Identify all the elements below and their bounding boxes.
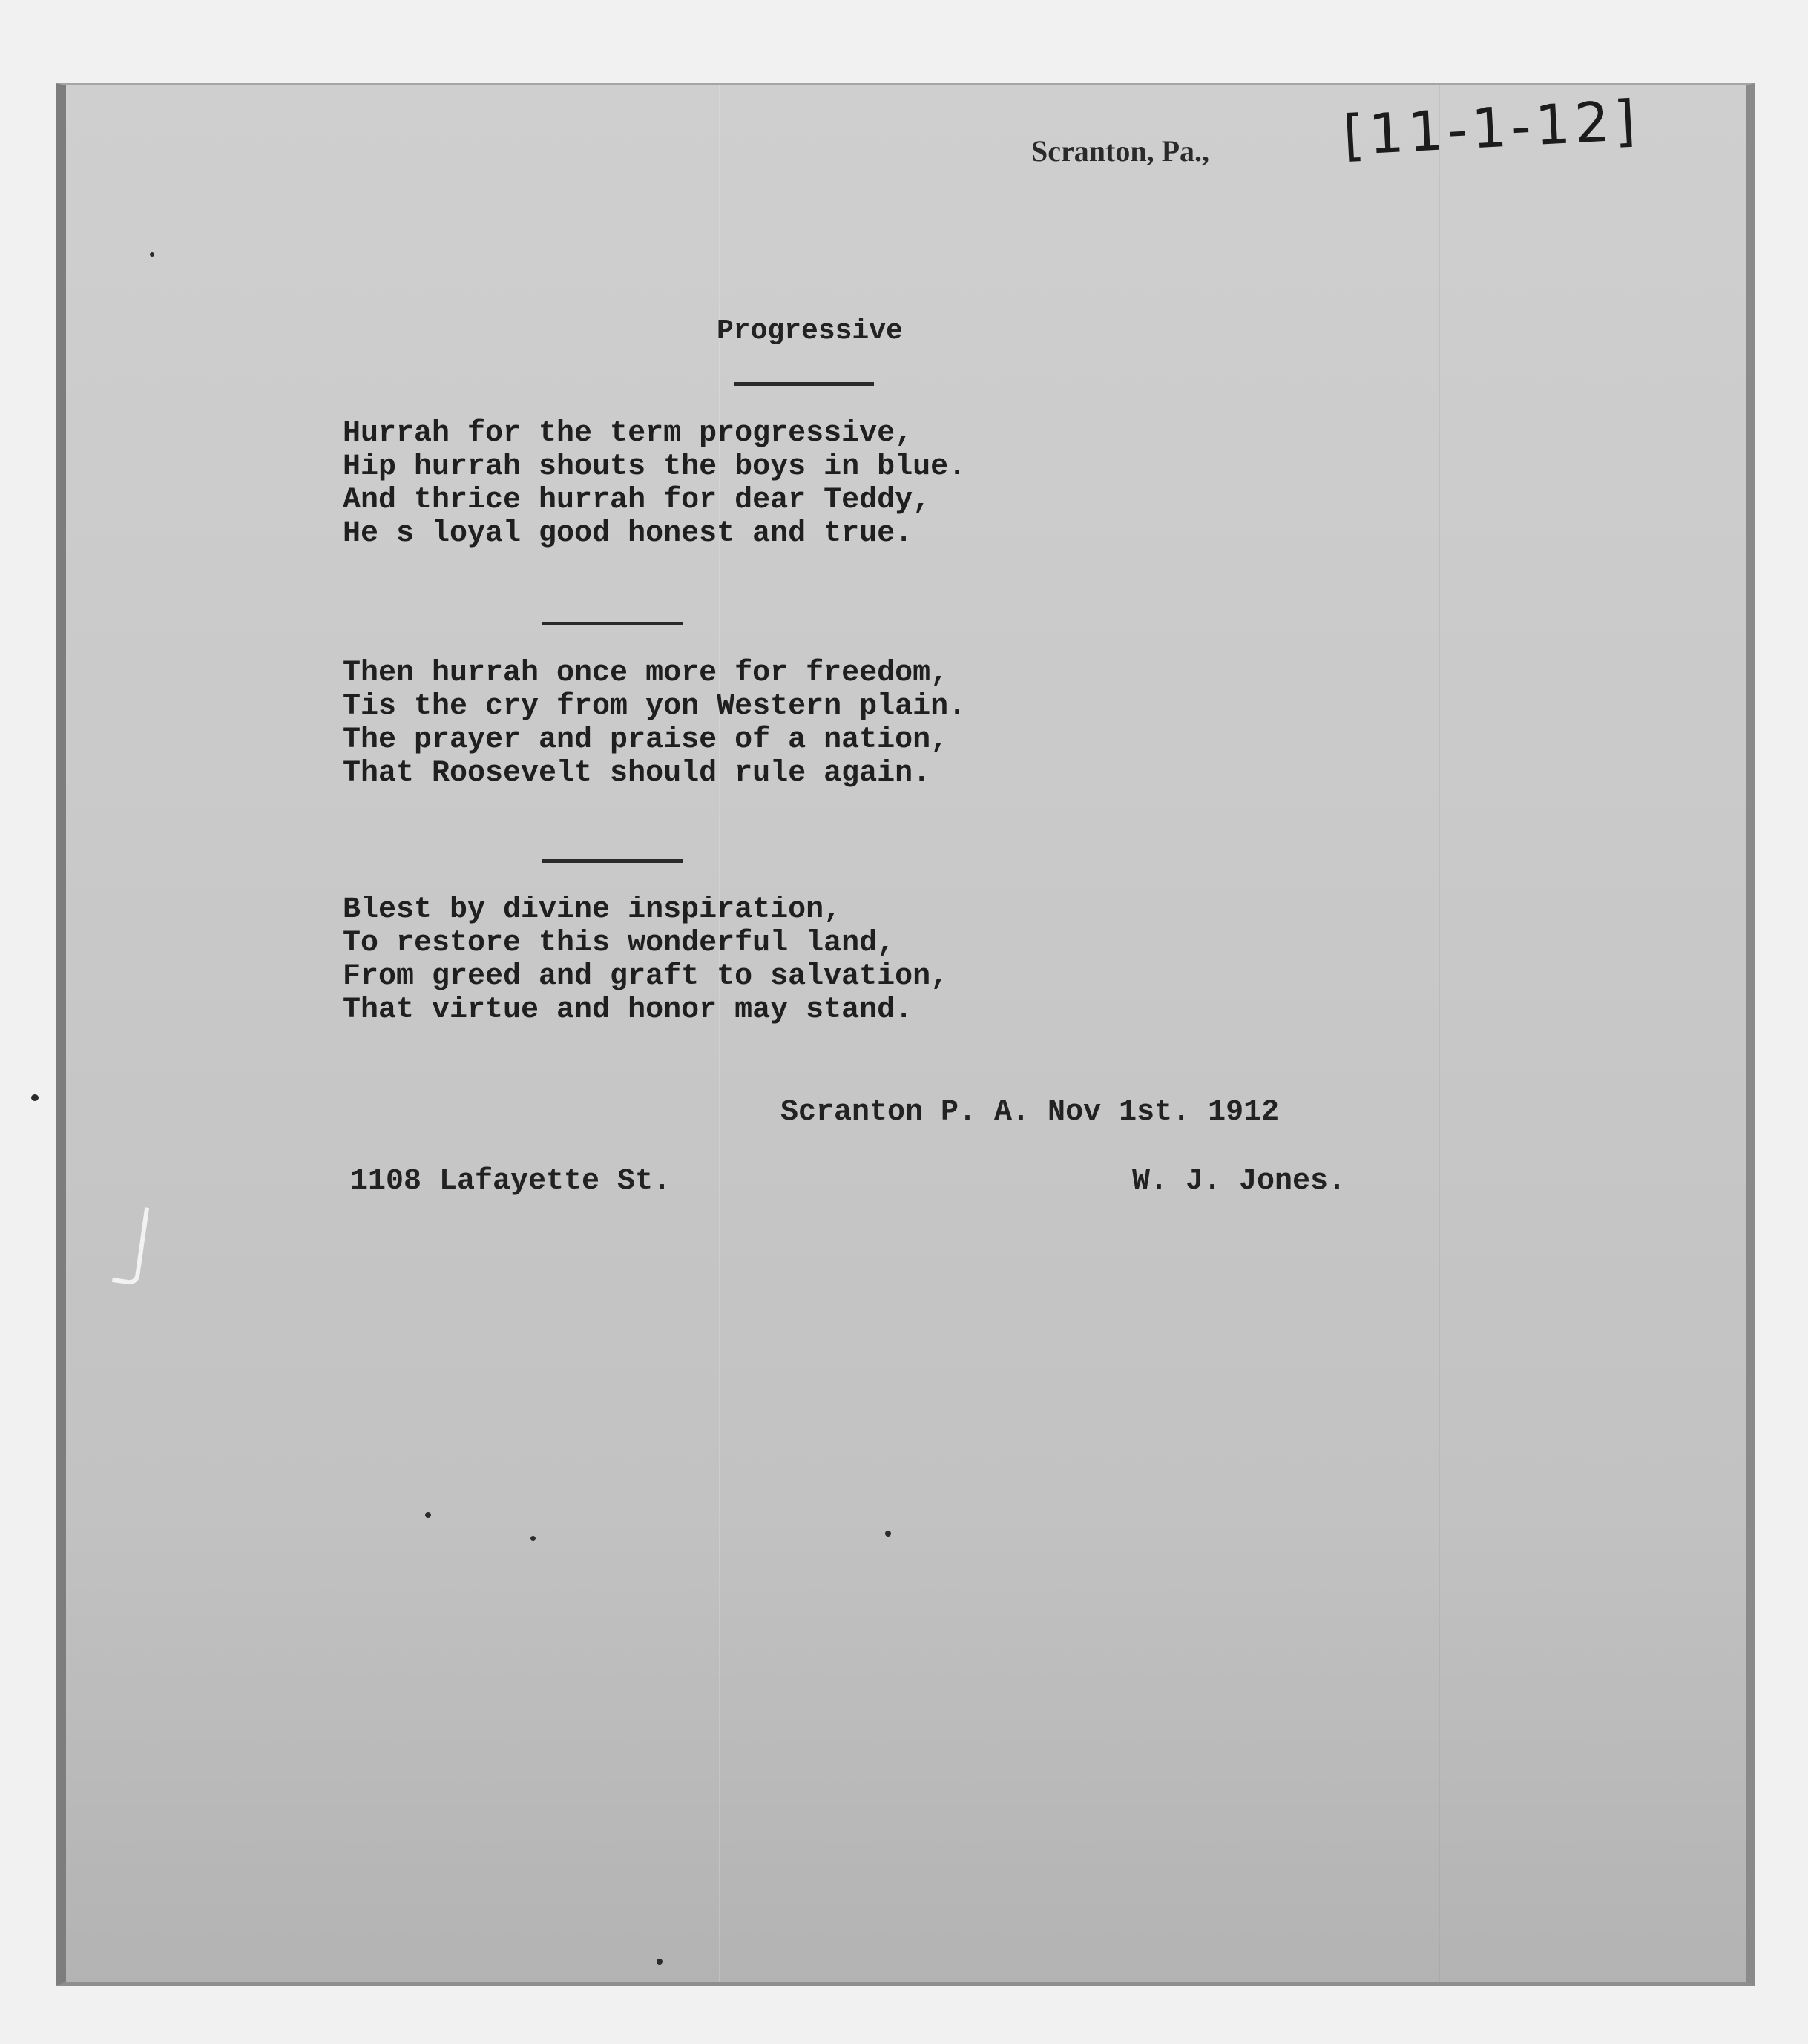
stanza-1 xyxy=(343,417,966,551)
stanza-2 xyxy=(343,657,966,790)
poem-line: And thrice hurrah for dear Teddy, xyxy=(343,484,931,517)
ink-speck xyxy=(885,1531,891,1537)
stanza-3 xyxy=(343,893,948,1027)
poem-line: To restore this wonderful land, xyxy=(343,927,895,960)
poem-line: From greed and graft to salvation, xyxy=(343,960,949,993)
title-underline xyxy=(734,382,874,386)
poem-line: Tis the cry from yon Western plain. xyxy=(343,690,967,723)
ink-speck xyxy=(425,1512,431,1518)
poem-line: Then hurrah once more for freedom, xyxy=(343,657,949,690)
ink-speck xyxy=(31,1094,39,1101)
poem-line: Hip hurrah shouts the boys in blue. xyxy=(343,450,967,484)
ink-speck xyxy=(150,252,154,257)
letter-sheet xyxy=(56,83,1755,1986)
poem-line: That virtue and honor may stand. xyxy=(343,993,913,1027)
sender-address: 1108 Lafayette St. xyxy=(350,1165,671,1198)
poem-line: Blest by divine inspiration, xyxy=(343,893,842,927)
letterhead-place: Scranton, Pa., xyxy=(1031,134,1209,168)
paper-fold-line xyxy=(719,85,720,1982)
handwritten-date: [11-1-12] xyxy=(1341,88,1642,168)
poem-line: Hurrah for the term progressive, xyxy=(343,417,913,450)
poem-line: That Roosevelt should rule again. xyxy=(343,757,931,790)
paper-fold-line xyxy=(1439,85,1440,1982)
ink-speck xyxy=(530,1536,536,1541)
place-and-date: Scranton P. A. Nov 1st. 1912 xyxy=(780,1096,1280,1129)
poem-line: He s loyal good honest and true. xyxy=(343,517,913,551)
stanza-divider xyxy=(542,622,683,625)
signature: W. J. Jones. xyxy=(1132,1165,1347,1198)
poem-title: Progressive xyxy=(717,315,903,347)
poem-line: The prayer and praise of a nation, xyxy=(343,723,949,757)
stanza-divider xyxy=(542,859,683,863)
ink-speck xyxy=(657,1959,663,1965)
